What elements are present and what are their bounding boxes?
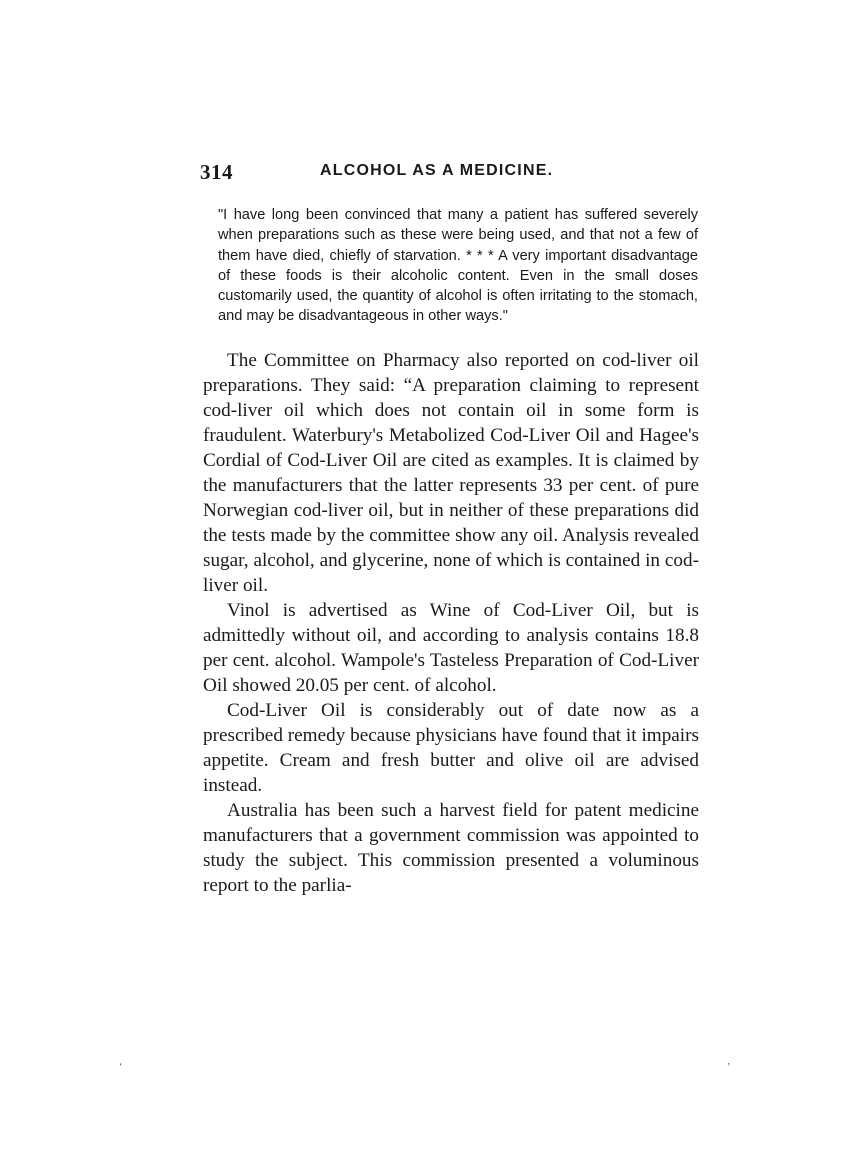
block-quote: "I have long been convinced that many a patient has suffered severely when preparations such as these were being used, and that not a few of them have died, chiefly of starvation. * * * A very important disadvantage of these foods is their alcoholic content. Even in the small doses customarily used, the quantity of alcohol is often irritating to the stomach, and may be disadvantageous in other ways." — [218, 207, 698, 325]
page-header — [200, 160, 700, 188]
scan-mark-left: ʻ — [119, 1062, 123, 1073]
paragraph: Cod-Liver Oil is considerably out of date now as a prescribed remedy because physicians have found that it impairs appetite. Cream and fresh butter and olive oil are advised instead. — [203, 700, 699, 796]
paragraph: Vinol is advertised as Wine of Cod-Liver Oil, but is admittedly without oil, and according to analysis contains 18.8 per cent. alcohol. Wampole's Tasteless Preparation of Cod-Liver Oil showed 20.05 per cent. of alcohol. — [203, 600, 699, 696]
running-head: ALCOHOL AS A MEDICINE. — [320, 162, 554, 179]
body-text — [203, 348, 699, 898]
page-number: 314 — [200, 160, 233, 184]
paragraph: The Committee on Pharmacy also reported on cod-liver oil preparations. They said: “A preparation claiming to represent cod-liver oil which does not contain oil in some form is fraudulent. Waterbury's Metabolized Cod-Liver Oil and Hagee's Cordial of Cod-Liver Oil are cited as examples. It is claimed by the manufacturers that the latter represents 33 per cent. of pure Norwegian cod-liver oil, but in neither of these preparations did the tests made by the committee show any oil. Analysis revealed sugar, alcohol, and glycerine, none of which is contained in cod-liver oil. — [203, 350, 699, 596]
scan-mark-right: ʼ — [727, 1062, 731, 1073]
paragraph: Australia has been such a harvest field for patent medicine manufacturers that a government commission was appointed to study the subject. This commission presented a voluminous report to the parlia- — [203, 800, 699, 896]
